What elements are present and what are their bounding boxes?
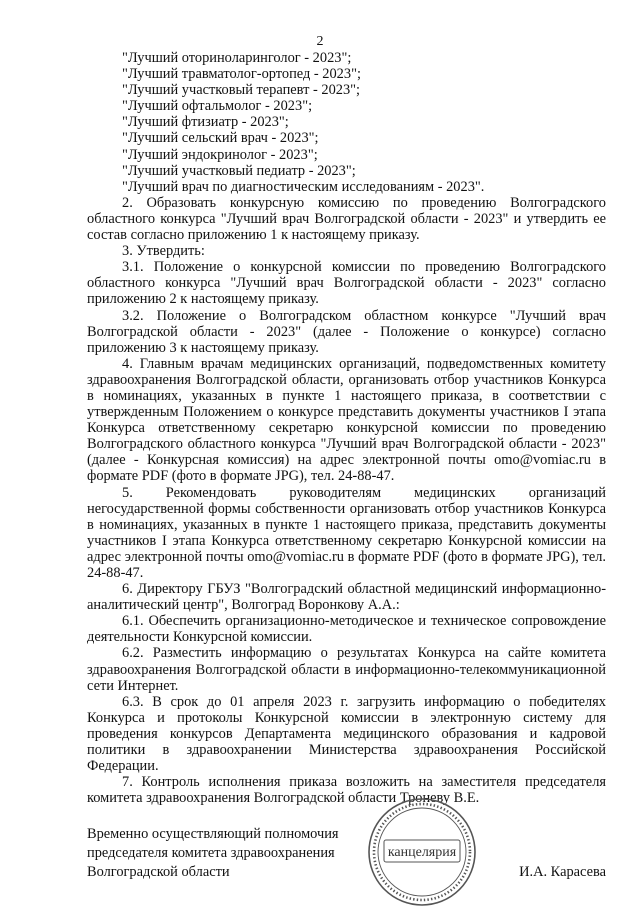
paragraph-4: 4. Главным врачам медицинских организаций, подведомственных комитету здравоохранения Волгоградской области, организовать отбор участников Конкурса в номинациях, указанных в пункте 1 настоящего приказа, в соответствии с утвержденным Положением о конкурсе представить документы участников I этапа Конкурса ответственному секретарю конкурсной комиссии по проведению Волгоградского областного конкурса "Лучший врач Волгоградской области - 2023" (далее - Конкурсная комиссия) на адрес электронной почты omo@vomiac.ru в формате PDF (фото в формате JPG), тел. 24-88-47. xyxy=(87,355,606,485)
nomination-item: "Лучший врач по диагностическим исследованиям - 2023". xyxy=(122,178,485,195)
nomination-item: "Лучший оториноларинголог - 2023"; xyxy=(122,50,352,66)
paragraph-2: 2. Образовать конкурсную комиссию по проведению Волгоградского областного конкурса "Лучший врач Волгоградской области - 2023" и утвердить ее состав согласно приложению 1 к настоящему приказу. xyxy=(87,194,606,244)
chancellery-stamp xyxy=(366,796,478,908)
signatory-name: И.А. Карасева xyxy=(519,864,606,880)
signatory-title-line: председателя комитета здравоохранения xyxy=(87,845,335,861)
nomination-item: "Лучший участковый терапевт - 2023"; xyxy=(122,82,361,99)
paragraph-6-1: 6.1. Обеспечить организационно-методическое и техническое сопровождение деятельности Конкурсной комиссии. xyxy=(87,613,606,646)
paragraph-7: 7. Контроль исполнения приказа возложить на заместителя председателя комитета здравоохранения Волгоградской области Троневу В.Е. xyxy=(87,774,606,807)
paragraph-6-2: 6.2. Разместить информацию о результатах Конкурса на сайте комитета здравоохранения Волгоградской области в информационно-телекоммуникационной сети Интернет. xyxy=(87,645,606,694)
signatory-title xyxy=(87,825,339,882)
nomination-item: "Лучший травматолог-ортопед - 2023"; xyxy=(122,66,361,83)
nomination-item: "Лучший фтизиатр - 2023"; xyxy=(122,114,289,131)
document-body xyxy=(87,50,606,806)
signatory-title-line: Волгоградской области xyxy=(87,864,230,880)
nomination-item: "Лучший сельский врач - 2023"; xyxy=(122,130,319,147)
nomination-item: "Лучший офтальмолог - 2023"; xyxy=(122,98,313,115)
signatory-title-line: Временно осуществляющий полномочия xyxy=(87,826,339,842)
nomination-item: "Лучший эндокринолог - 2023"; xyxy=(122,146,318,163)
paragraph-3-2: 3.2. Положение о Волгоградском областном конкурсе "Лучший врач Волгоградской области - 2023" (далее - Положение о конкурсе) согласно приложению 3 к настоящему приказу. xyxy=(87,307,606,356)
paragraph-3: 3. Утвердить: xyxy=(122,243,205,260)
paragraph-6-3: 6.3. В срок до 01 апреля 2023 г. загрузить информацию о победителях Конкурса и протоколы Конкурсной комиссии в электронную систему для проведения конкурсов Департамента медицинского образования и кадровой политики в здравоохранении Министерства здравоохранения Российской Федерации. xyxy=(87,693,606,775)
paragraph-6: 6. Директору ГБУЗ "Волгоградский областной медицинский информационно-аналитический центр", Волгоград Воронкову А.А.: xyxy=(87,581,606,614)
page-number: 2 xyxy=(316,34,324,49)
paragraph-5: 5. Рекомендовать руководителям медицинских организаций негосударственной формы собственности организовать отбор участников Конкурса в номинациях, указанных в пункте 1 настоящего приказа, представить документы участников I этапа Конкурса ответственному секретарю Конкурсной комиссии на адрес электронной почты omo@vomiac.ru в формате PDF (фото в формате JPG), тел. 24-88-47. xyxy=(87,484,606,581)
paragraph-3-1: 3.1. Положение о конкурсной комиссии по проведению Волгоградского областного конкурса "Лучший врач Волгоградской области - 2023" согласно приложению 2 к настоящему приказу. xyxy=(87,259,606,308)
nomination-item: "Лучший участковый педиатр - 2023"; xyxy=(122,162,356,179)
stamp-label: канцелярия xyxy=(387,845,457,860)
